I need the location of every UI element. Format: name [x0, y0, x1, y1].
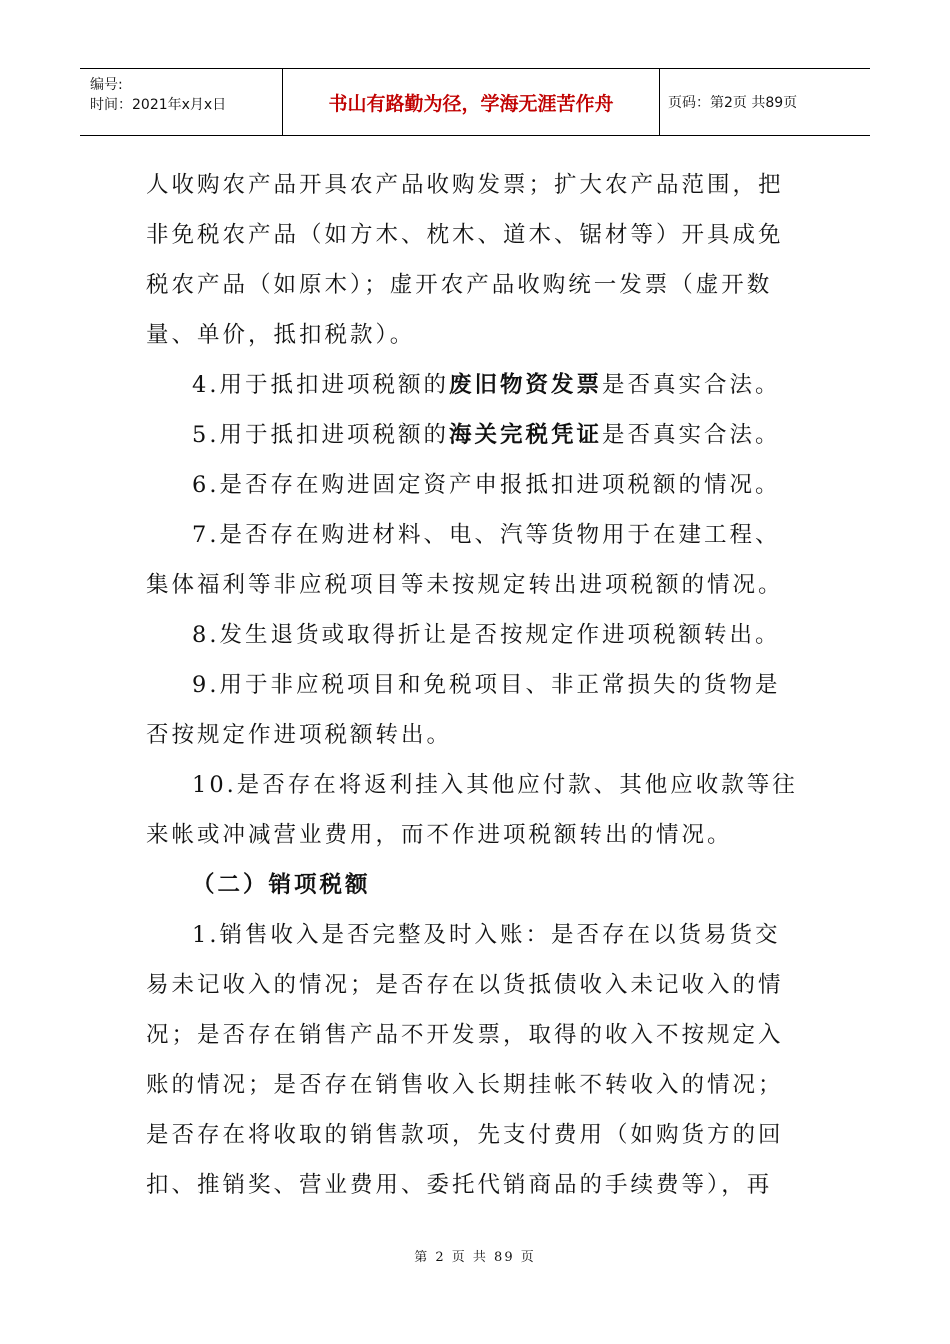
text-line: 来帐或冲减营业费用，而不作进项税额转出的情况。	[146, 822, 733, 848]
text-line: 是否存在将收取的销售款项，先支付费用（如购货方的回	[146, 1122, 784, 1148]
text-line: 税农产品（如原木）；虚开农产品收购统一发票（虚开数	[146, 272, 773, 298]
text-line: 人收购农产品开具农产品收购发票；扩大农产品范围，把	[146, 172, 784, 198]
list-item: 9.用于非应税项目和免税项目、非正常损失的货物是	[192, 672, 781, 698]
list-item: 10.是否存在将返利挂入其他应付款、其他应收款等往	[192, 772, 798, 798]
list-item	[146, 360, 806, 410]
document-time: 时间：2021年x月x日	[90, 97, 227, 113]
header-motto: 书山有路勤为径，学海无涯苦作舟	[283, 69, 660, 135]
section-heading: （二）销项税额	[192, 872, 371, 898]
list-item: 1.销售收入是否完整及时入账：是否存在以货易货交	[192, 922, 781, 948]
text-line: 集体福利等非应税项目等未按规定转出进项税额的情况。	[146, 572, 784, 598]
text-line: 非免税农产品（如方木、枕木、道木、锯材等）开具成免	[146, 222, 784, 248]
list-item: 7.是否存在购进材料、电、汽等货物用于在建工程、	[192, 522, 781, 548]
text-line: 量、单价，抵扣税款）。	[146, 322, 416, 348]
header-page-info: 页码：第2页 共89页	[668, 95, 798, 111]
item-text: 4.用于抵扣进项税额的	[192, 372, 449, 398]
document-body	[146, 160, 806, 1210]
page-header	[80, 68, 870, 136]
list-item: 8.发生退货或取得折让是否按规定作进项税额转出。	[192, 622, 781, 648]
item-emphasis: 海关完税凭证	[448, 422, 602, 448]
text-line: 况；是否存在销售产品不开发票，取得的收入不按规定入	[146, 1022, 784, 1048]
item-text: 是否真实合法。	[601, 372, 781, 398]
text-line: 否按规定作进项税额转出。	[146, 722, 453, 748]
text-line: 账的情况；是否存在销售收入长期挂帐不转收入的情况；	[146, 1072, 784, 1098]
item-text: 5.用于抵扣进项税额的	[192, 422, 449, 448]
text-line: 易未记收入的情况；是否存在以货抵债收入未记收入的情	[146, 972, 784, 998]
header-meta	[80, 69, 283, 135]
item-emphasis: 废旧物资发票	[448, 372, 602, 398]
list-item: 6.是否存在购进固定资产申报抵扣进项税额的情况。	[192, 472, 781, 498]
text-line: 扣、推销奖、营业费用、委托代销商品的手续费等），再	[146, 1172, 773, 1198]
item-text: 是否真实合法。	[601, 422, 781, 448]
list-item	[146, 410, 806, 460]
page-footer: 第 2 页 共 89 页	[414, 1250, 536, 1265]
document-number-label: 编号:	[90, 77, 123, 93]
